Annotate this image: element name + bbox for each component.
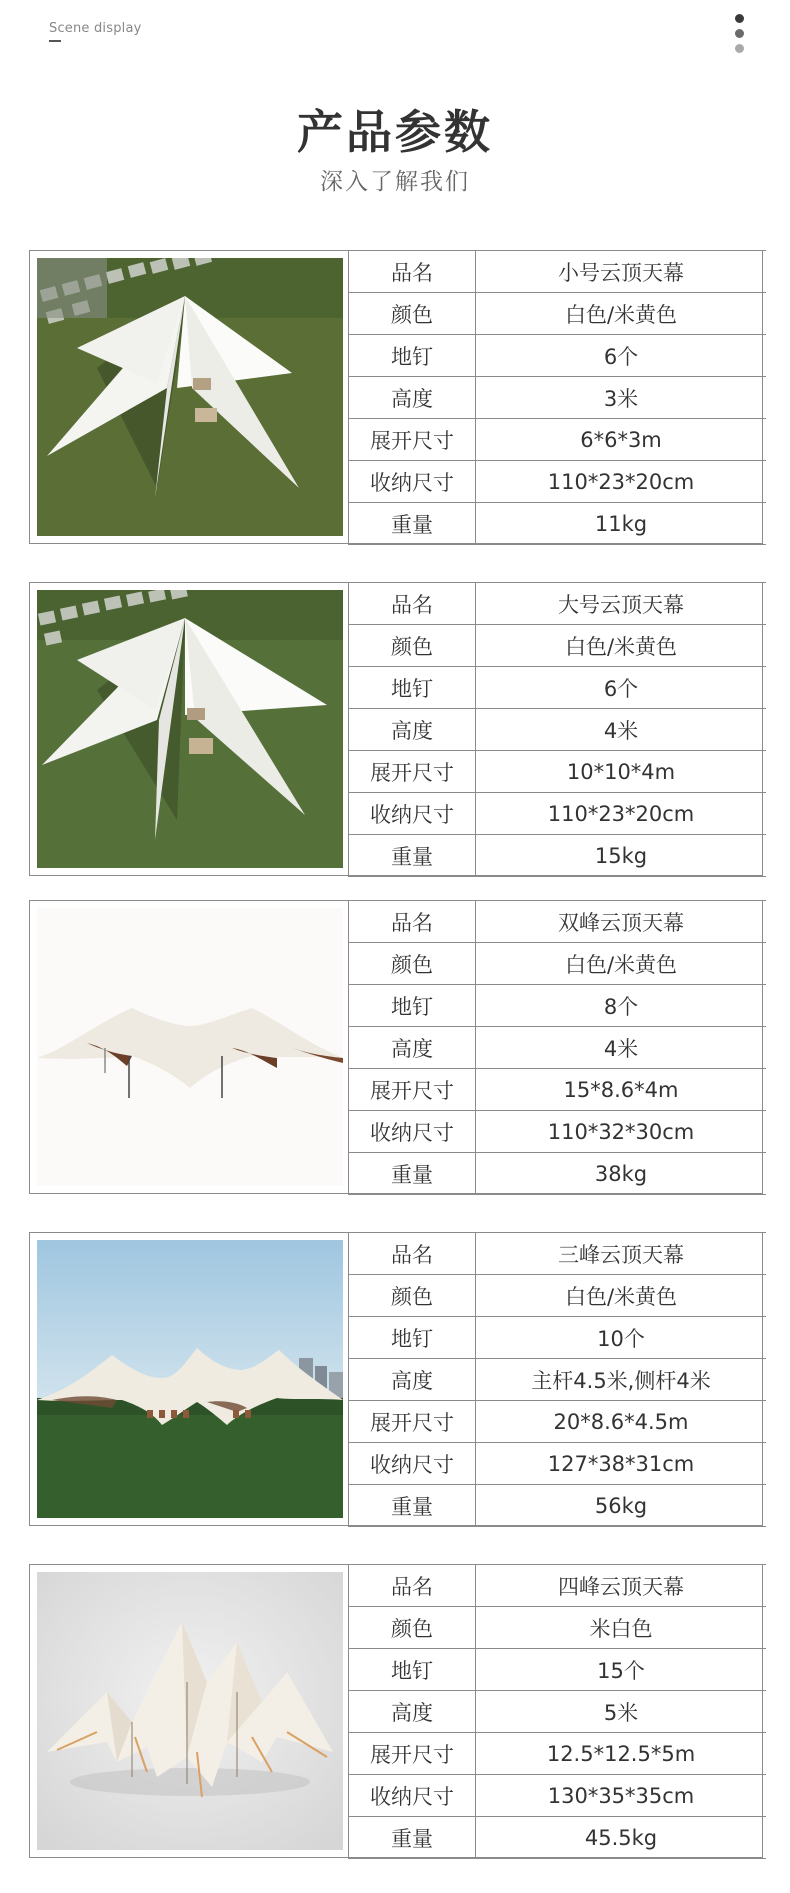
- table-row: [349, 1233, 767, 1275]
- page-title: 产品参数: [297, 105, 493, 159]
- menu-dot: [735, 29, 744, 38]
- table-row: [349, 1733, 767, 1775]
- table-row: [349, 835, 767, 877]
- spec-label: 重量: [349, 835, 476, 877]
- spec-value: 双峰云顶天幕: [476, 901, 767, 943]
- spec-value: 白色/米黄色: [476, 1275, 767, 1317]
- page-subtitle: 深入了解我们: [320, 169, 470, 195]
- spec-label: 收纳尺寸: [349, 1443, 476, 1485]
- spec-label: 颜色: [349, 293, 476, 335]
- table-row: [349, 461, 767, 503]
- spec-label: 颜色: [349, 943, 476, 985]
- spec-label: 品名: [349, 583, 476, 625]
- spec-label: 展开尺寸: [349, 1401, 476, 1443]
- tent-aerial-image: [37, 258, 343, 536]
- table-row: [349, 503, 767, 545]
- table-row: [349, 1485, 767, 1527]
- spec-value: 三峰云顶天幕: [476, 1233, 767, 1275]
- spec-value: 45.5kg: [476, 1817, 767, 1859]
- table-row: [349, 985, 767, 1027]
- spec-label: 高度: [349, 1691, 476, 1733]
- spec-value: 小号云顶天幕: [476, 251, 767, 293]
- table-row: [349, 419, 767, 461]
- spec-value: 6个: [476, 667, 767, 709]
- spec-table: [348, 900, 766, 1195]
- scene-underline: [49, 40, 61, 42]
- spec-value: 110*23*20cm: [476, 793, 767, 835]
- spec-label: 颜色: [349, 1275, 476, 1317]
- top-bar: [0, 0, 790, 60]
- spec-table: [348, 1232, 766, 1527]
- table-row: [349, 1275, 767, 1317]
- spec-label: 收纳尺寸: [349, 1111, 476, 1153]
- spec-value: 6个: [476, 335, 767, 377]
- spec-label: 收纳尺寸: [349, 461, 476, 503]
- spec-label: 地钉: [349, 985, 476, 1027]
- spec-value: 白色/米黄色: [476, 293, 767, 335]
- product-photo: [37, 1240, 343, 1518]
- table-row: [349, 377, 767, 419]
- spec-label: 高度: [349, 1027, 476, 1069]
- spec-label: 地钉: [349, 335, 476, 377]
- tent-studio-image: [37, 1572, 343, 1850]
- spec-value: 大号云顶天幕: [476, 583, 767, 625]
- spec-label: 品名: [349, 1233, 476, 1275]
- table-row: [349, 251, 767, 293]
- product-photo: [37, 1572, 343, 1850]
- spec-value: 4米: [476, 1027, 767, 1069]
- table-row: [349, 1775, 767, 1817]
- spec-label: 高度: [349, 709, 476, 751]
- spec-value: 白色/米黄色: [476, 943, 767, 985]
- table-row: [349, 1817, 767, 1859]
- spec-label: 收纳尺寸: [349, 1775, 476, 1817]
- product-card-large: [29, 582, 763, 876]
- spec-value: 主杆4.5米,侧杆4米: [476, 1359, 767, 1401]
- table-row: [349, 1317, 767, 1359]
- table-row: [349, 1359, 767, 1401]
- spec-value: 12.5*12.5*5m: [476, 1733, 767, 1775]
- more-menu-icon[interactable]: [733, 12, 747, 58]
- spec-value: 110*23*20cm: [476, 461, 767, 503]
- spec-label: 品名: [349, 251, 476, 293]
- spec-table: [348, 1564, 766, 1859]
- table-row: [349, 667, 767, 709]
- spec-value: 127*38*31cm: [476, 1443, 767, 1485]
- table-row: [349, 709, 767, 751]
- table-row: [349, 751, 767, 793]
- spec-value: 15*8.6*4m: [476, 1069, 767, 1111]
- product-card-double-peak: [29, 900, 763, 1194]
- spec-value: 11kg: [476, 503, 767, 545]
- spec-value: 10*10*4m: [476, 751, 767, 793]
- product-card-four-peak: [29, 1564, 763, 1858]
- spec-label: 地钉: [349, 667, 476, 709]
- spec-value: 38kg: [476, 1153, 767, 1195]
- spec-value: 3米: [476, 377, 767, 419]
- spec-value: 15个: [476, 1649, 767, 1691]
- spec-value: 8个: [476, 985, 767, 1027]
- spec-table: [348, 250, 766, 545]
- table-row: [349, 1443, 767, 1485]
- spec-label: 展开尺寸: [349, 419, 476, 461]
- tent-outdoor-image: [37, 1240, 343, 1518]
- table-row: [349, 1607, 767, 1649]
- spec-label: 展开尺寸: [349, 1069, 476, 1111]
- table-row: [349, 1401, 767, 1443]
- spec-value: 白色/米黄色: [476, 625, 767, 667]
- spec-label: 重量: [349, 1153, 476, 1195]
- tent-render-image: [37, 908, 343, 1186]
- spec-label: 颜色: [349, 625, 476, 667]
- spec-value: 6*6*3m: [476, 419, 767, 461]
- table-row: [349, 335, 767, 377]
- table-row: [349, 943, 767, 985]
- spec-label: 品名: [349, 901, 476, 943]
- product-card-small: [29, 250, 763, 544]
- menu-dot: [735, 44, 744, 53]
- spec-label: 颜色: [349, 1607, 476, 1649]
- spec-label: 展开尺寸: [349, 1733, 476, 1775]
- table-row: [349, 625, 767, 667]
- spec-label: 展开尺寸: [349, 751, 476, 793]
- spec-label: 重量: [349, 1817, 476, 1859]
- product-photo: [37, 258, 343, 536]
- spec-label: 重量: [349, 1485, 476, 1527]
- table-row: [349, 1069, 767, 1111]
- spec-value: 4米: [476, 709, 767, 751]
- spec-label: 高度: [349, 377, 476, 419]
- spec-value: 15kg: [476, 835, 767, 877]
- scene-display-link[interactable]: Scene display: [49, 21, 142, 36]
- table-row: [349, 793, 767, 835]
- table-row: [349, 1111, 767, 1153]
- spec-value: 130*35*35cm: [476, 1775, 767, 1817]
- table-row: [349, 583, 767, 625]
- spec-label: 重量: [349, 503, 476, 545]
- spec-value: 110*32*30cm: [476, 1111, 767, 1153]
- table-row: [349, 1153, 767, 1195]
- table-row: [349, 1649, 767, 1691]
- spec-value: 四峰云顶天幕: [476, 1565, 767, 1607]
- spec-label: 品名: [349, 1565, 476, 1607]
- spec-value: 20*8.6*4.5m: [476, 1401, 767, 1443]
- spec-label: 高度: [349, 1359, 476, 1401]
- spec-label: 地钉: [349, 1317, 476, 1359]
- menu-dot: [735, 14, 744, 23]
- tent-aerial-image: [37, 590, 343, 868]
- table-row: [349, 1691, 767, 1733]
- table-row: [349, 1027, 767, 1069]
- spec-label: 地钉: [349, 1649, 476, 1691]
- product-photo: [37, 908, 343, 1186]
- table-row: [349, 901, 767, 943]
- table-row: [349, 293, 767, 335]
- spec-value: 10个: [476, 1317, 767, 1359]
- spec-value: 米白色: [476, 1607, 767, 1649]
- spec-value: 56kg: [476, 1485, 767, 1527]
- spec-value: 5米: [476, 1691, 767, 1733]
- table-row: [349, 1565, 767, 1607]
- product-card-triple-peak: [29, 1232, 763, 1526]
- spec-label: 收纳尺寸: [349, 793, 476, 835]
- product-photo: [37, 590, 343, 868]
- spec-table: [348, 582, 766, 877]
